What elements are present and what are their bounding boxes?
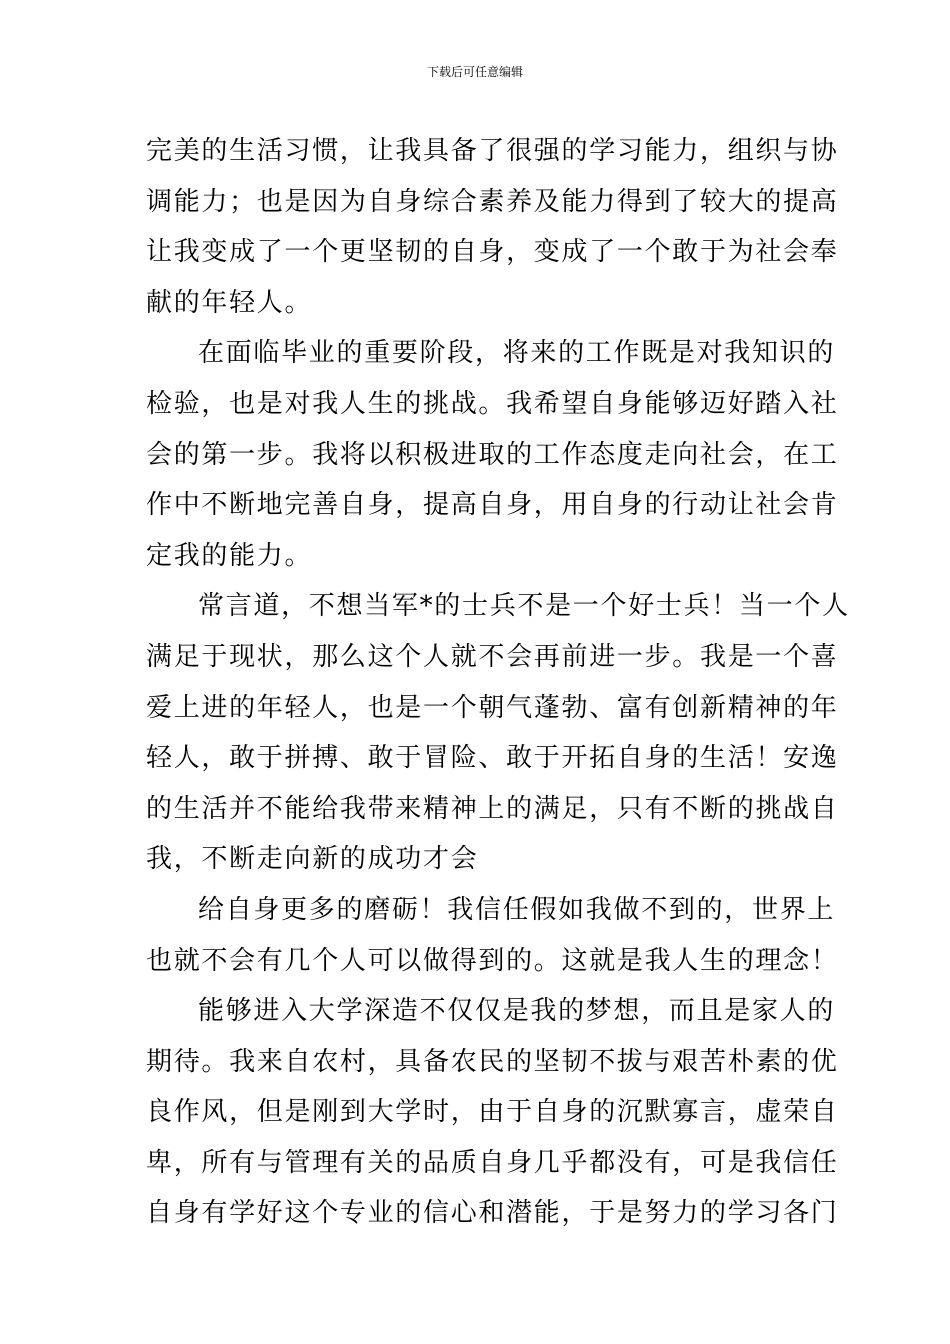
text-line: 爱上进的年轻人，也是一个朝气蓬勃、富有创新精神的年 bbox=[146, 692, 839, 723]
text-line: 完美的生活习惯，让我具备了很强的学习能力，组织与协 bbox=[146, 136, 839, 166]
text-line: 自身有学好这个专业的信心和潜能，于是努力的学习各门 bbox=[146, 1198, 839, 1229]
text-line: 让我变成了一个更坚韧的自身，变成了一个敢于为社会奉 bbox=[146, 237, 839, 268]
text-line: 我，不断走向新的成功才会 bbox=[146, 844, 479, 875]
text-line: 也就不会有几个人可以做得到的。这就是我人生的理念！ bbox=[146, 945, 839, 976]
text-line: 献的年轻人。 bbox=[146, 287, 313, 318]
text-line: 检验，也是对我人生的挑战。我希望自身能够迈好踏入社 bbox=[146, 388, 839, 419]
paragraph-first-line: 给自身更多的磨砺！我信任假如我做不到的，世界上 bbox=[198, 894, 836, 925]
text-line: 作中不断地完善自身，提高自身，用自身的行动让社会肯 bbox=[146, 490, 839, 521]
text-line: 满足于现状，那么这个人就不会再前进一步。我是一个喜 bbox=[146, 641, 839, 672]
text-line: 会的第一步。我将以积极进取的工作态度走向社会，在工 bbox=[146, 439, 839, 470]
text-line: 期待。我来自农村，具备农民的坚韧不拔与艰苦朴素的优 bbox=[146, 1046, 839, 1077]
paragraph-first-line: 能够进入大学深造不仅仅是我的梦想，而且是家人的 bbox=[198, 996, 836, 1027]
paragraph-first-line: 在面临毕业的重要阶段，将来的工作既是对我知识的 bbox=[198, 338, 836, 369]
text-line: 调能力；也是因为自身综合素养及能力得到了较大的提高 bbox=[146, 186, 839, 217]
paragraph-first-line: 常言道，不想当军*的士兵不是一个好士兵！当一个人 bbox=[198, 591, 850, 622]
text-line: 定我的能力。 bbox=[146, 540, 313, 571]
text-line: 卑，所有与管理有关的品质自身几乎都没有，可是我信任 bbox=[146, 1147, 839, 1178]
text-line: 轻人，敢于拼搏、敢于冒险、敢于开拓自身的生活！安逸 bbox=[146, 743, 839, 774]
page-header: 下载后可任意编辑 bbox=[426, 65, 523, 79]
text-line: 的生活并不能给我带来精神上的满足，只有不断的挑战自 bbox=[146, 793, 839, 824]
text-line: 良作风，但是刚到大学时，由于自身的沉默寡言，虚荣自 bbox=[146, 1097, 839, 1128]
document-body bbox=[146, 126, 850, 1239]
